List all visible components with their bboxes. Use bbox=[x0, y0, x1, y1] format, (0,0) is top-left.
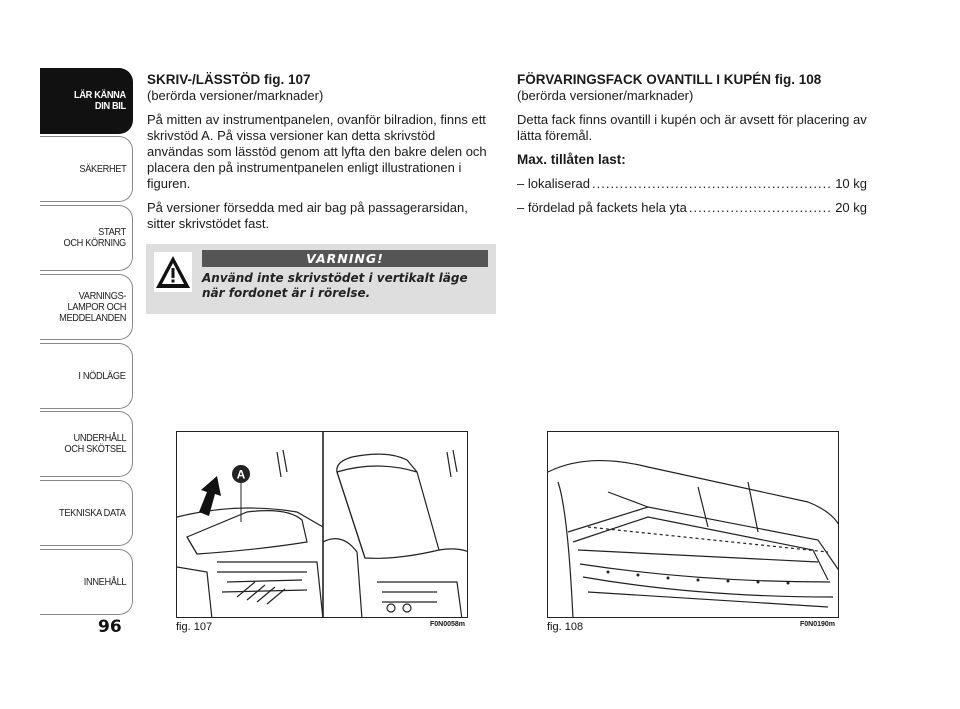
tab-label: UNDERHÅLL OCH SKÖTSEL bbox=[64, 432, 126, 455]
paragraph: På mitten av instrumentpanelen, ovanför bilradion, finns ett skrivstöd A. På vissa versioner kan detta skrivstöd användas som lässtöd genom att lyfta den bakre delen och placera den på instrumentpanelen enligt illustrationen i figuren. bbox=[147, 112, 487, 191]
load-row-distributed bbox=[517, 200, 867, 216]
figure-107 bbox=[176, 431, 468, 618]
figure-caption: fig. 108 bbox=[547, 621, 584, 633]
load-value: 10 kg bbox=[835, 176, 867, 191]
tab-underhall[interactable] bbox=[40, 411, 133, 477]
tab-label: I NÖDLÄGE bbox=[78, 369, 126, 382]
left-column bbox=[147, 72, 492, 240]
load-value: 20 kg bbox=[835, 200, 867, 215]
page-number: 96 bbox=[98, 617, 122, 637]
right-column bbox=[517, 72, 867, 224]
tab-label: VARNINGS- LAMPOR OCH MEDDELANDEN bbox=[59, 289, 126, 324]
tab-innehall[interactable] bbox=[40, 549, 133, 615]
tab-label: SÄKERHET bbox=[79, 162, 126, 175]
max-load-heading: Max. tillåten last: bbox=[517, 152, 626, 167]
svg-text:A: A bbox=[236, 467, 246, 482]
tab-label: TEKNISKA DATA bbox=[59, 506, 126, 519]
tab-label: INNEHÅLL bbox=[83, 575, 126, 588]
figure-code: F0N0190m bbox=[800, 621, 836, 628]
section-subheading: (berörda versioner/marknader) bbox=[517, 88, 694, 103]
load-label: – lokaliserad bbox=[517, 176, 590, 191]
overhead-storage-illustration bbox=[548, 432, 839, 618]
dot-leader bbox=[689, 200, 833, 216]
section-heading: FÖRVARINGSFACK OVANTILL I KUPÉN fig. 108 bbox=[517, 72, 822, 87]
writing-support-illustration bbox=[177, 432, 468, 618]
tab-lar-kanna-din-bil[interactable] bbox=[40, 68, 133, 134]
paragraph: Detta fack finns ovantill i kupén och är avsett för placering av lätta föremål. bbox=[517, 112, 867, 143]
dot-leader bbox=[592, 176, 833, 192]
section-subheading: (berörda versioner/marknader) bbox=[147, 88, 324, 103]
tab-tekniska-data[interactable] bbox=[40, 480, 133, 546]
warning-triangle-icon bbox=[154, 252, 192, 292]
figure-108 bbox=[547, 431, 839, 618]
figure-code: F0N0058m bbox=[430, 621, 466, 628]
warning-text: Använd inte skrivstödet i vertikalt läge när fordonet är i rörelse. bbox=[202, 271, 468, 300]
tab-label: LÄR KÄNNA DIN BIL bbox=[74, 89, 126, 112]
section-heading: SKRIV-/LÄSSTÖD fig. 107 bbox=[147, 72, 311, 87]
tab-sakerhet[interactable] bbox=[40, 136, 133, 202]
figure-caption: fig. 107 bbox=[176, 621, 213, 633]
warning-box bbox=[146, 244, 496, 314]
tab-start-och-korning[interactable] bbox=[40, 205, 133, 271]
load-row-localized bbox=[517, 176, 867, 192]
warning-title: VARNING! bbox=[202, 250, 488, 267]
tab-varningslampor[interactable] bbox=[40, 274, 133, 340]
tab-label: START OCH KÖRNING bbox=[63, 226, 126, 249]
load-label: – fördelad på fackets hela yta bbox=[517, 200, 687, 215]
paragraph: På versioner försedda med air bag på passagerarsidan, sitter skrivstödet fast. bbox=[147, 200, 468, 231]
tab-i-nodlage[interactable] bbox=[40, 343, 133, 409]
